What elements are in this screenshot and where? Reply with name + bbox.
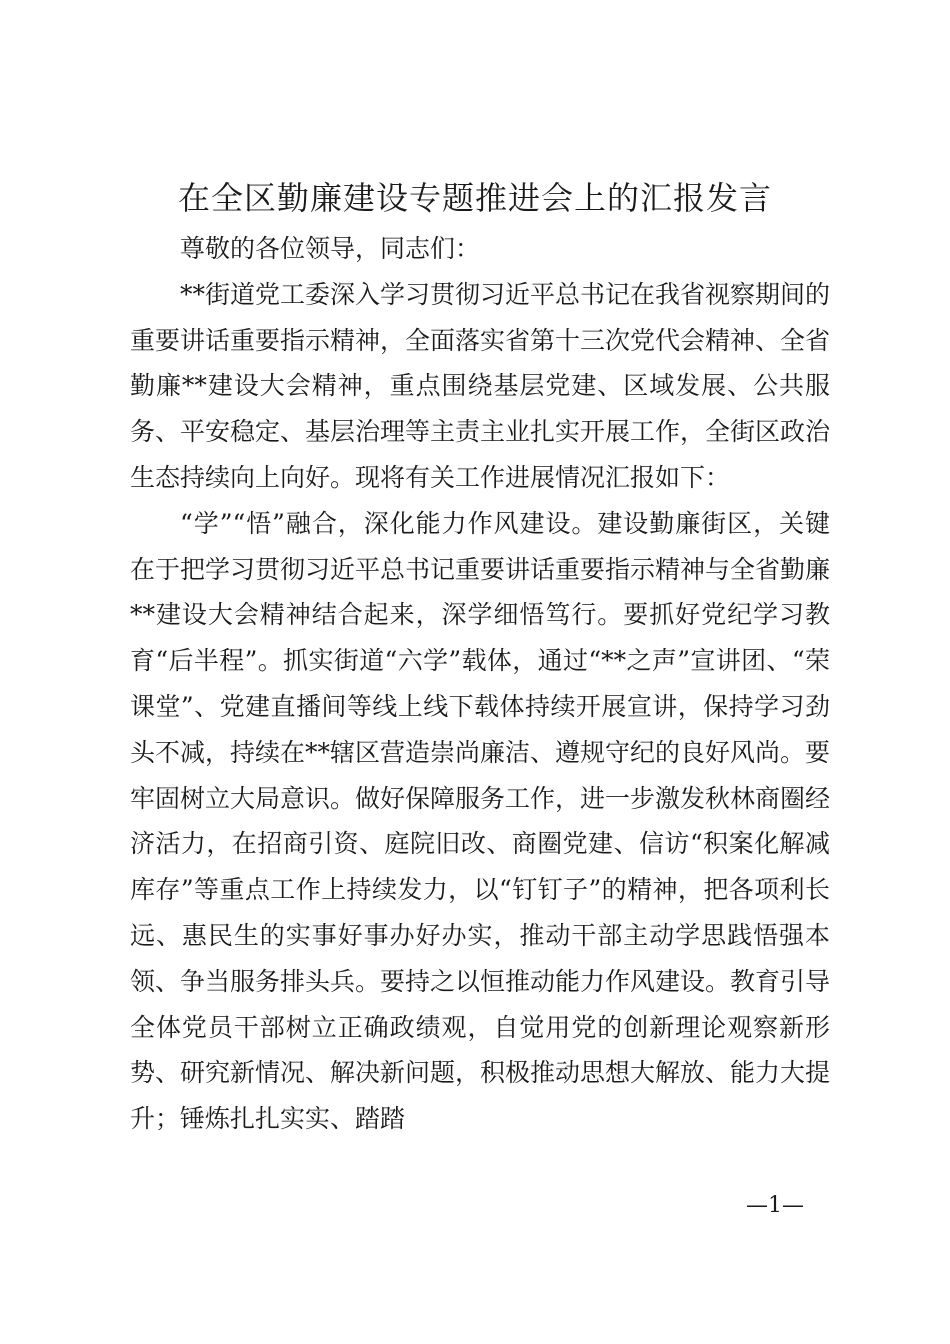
page-number: —1— <box>746 1193 804 1218</box>
paragraph-learning: “学”“悟”融合，深化能力作风建设。建设勤廉街区，关键在于把学习贯彻习近平总书记重要讲话重要指示精神与全省勤廉**建设大会精神结合起来，深学细悟笃行。要抓好党纪学习教育“后半程”。抓实街道“六学”载体，通过“**之声”宣讲团、“荣课堂”、党建直播间等线上线下载体持续开展宣讲，保持学习劲头不减，持续在**辖区营造崇尚廉洁、遵规守纪的良好风尚。要牢固树立大局意识。做好保障服务工作，进一步激发秋林商圈经济活力，在招商引资、庭院旧改、商圈党建、信访“积案化解减库存”等重点工作上持续发力，以“钉钉子”的精神，把各项利长远、惠民生的实事好事办好办实，推动干部主动学思践悟强本领、争当服务排头兵。要持之以恒推动能力作风建设。教育引导全体党员干部树立正确政绩观，自觉用党的创新理论观察新形势、研究新情况、解决新问题，积极推动思想大解放、能力大提升；锤炼扎扎实实、踏踏 <box>130 508 831 1134</box>
document-title: 在全区勤廉建设专题推进会上的汇报发言 <box>177 179 772 217</box>
document-body <box>130 226 830 1142</box>
paragraph-intro: **街道党工委深入学习贯彻习近平总书记在我省视察期间的重要讲话重要指示精神，全面落实省第十三次党代会精神、全省勤廉**建设大会精神，重点围绕基层党建、区域发展、公共服务、平安稳定、基层治理等主责主业扎实开展工作，全街区政治生态持续向上向好。现将有关工作进展情况汇报如下： <box>130 279 831 492</box>
salutation: 尊敬的各位领导，同志们： <box>180 234 481 263</box>
